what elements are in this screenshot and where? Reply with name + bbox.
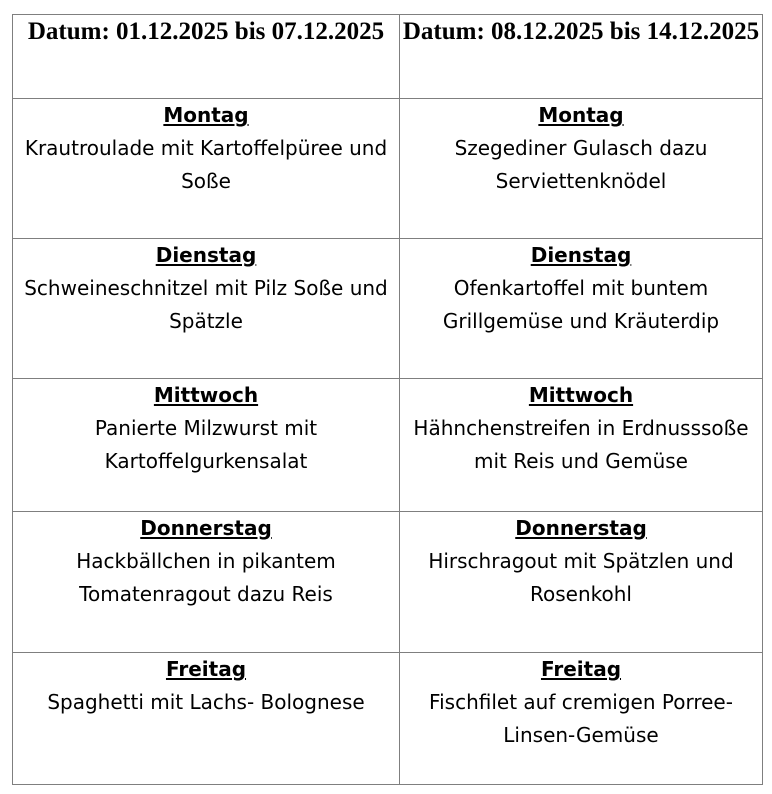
dish-text: Spaghetti mit Lachs- Bolognese: [47, 690, 365, 714]
day-label: Montag: [538, 103, 624, 127]
menu-cell-week2-thursday: [400, 512, 763, 653]
day-label: Dienstag: [155, 243, 257, 267]
header-row: [13, 15, 763, 99]
dish-text: Schweineschnitzel mit Pilz Soße und Spätzle: [24, 276, 388, 333]
day-label: Donnerstag: [140, 516, 272, 540]
day-label: Freitag: [540, 657, 622, 681]
menu-cell-week2-friday: [400, 653, 763, 785]
menu-table: [12, 14, 763, 785]
table-row: [13, 99, 763, 239]
menu-cell-week1-monday: [13, 99, 400, 239]
dish-text: Fischfilet auf cremigen Porree-Linsen-Gemüse: [429, 690, 733, 747]
table-row: [13, 239, 763, 379]
table-row: [13, 379, 763, 512]
day-label: Mittwoch: [528, 383, 634, 407]
menu-cell-week1-thursday: [13, 512, 400, 653]
day-label: Freitag: [165, 657, 247, 681]
menu-cell-week2-wednesday: [400, 379, 763, 512]
day-label: Dienstag: [530, 243, 632, 267]
dish-text: Ofenkartoffel mit buntem Grillgemüse und Kräuterdip: [442, 276, 720, 333]
table-row: [13, 512, 763, 653]
week2-date-header: Datum: 08.12.2025 bis 14.12.2025: [400, 15, 763, 99]
dish-text: Krautroulade mit Kartoffelpüree und Soße: [24, 136, 388, 193]
menu-cell-week1-wednesday: [13, 379, 400, 512]
dish-text: Hackbällchen in pikantem Tomatenragout dazu Reis: [76, 549, 336, 606]
menu-cell-week2-tuesday: [400, 239, 763, 379]
week1-date-header: Datum: 01.12.2025 bis 07.12.2025: [13, 15, 400, 99]
dish-text: Hirschragout mit Spätzlen und Rosenkohl: [428, 549, 734, 606]
table-row: [13, 653, 763, 785]
day-label: Donnerstag: [515, 516, 647, 540]
day-label: Montag: [163, 103, 249, 127]
day-label: Mittwoch: [153, 383, 259, 407]
menu-cell-week1-tuesday: [13, 239, 400, 379]
dish-text: Hähnchenstreifen in Erdnusssoße mit Reis und Gemüse: [413, 416, 749, 473]
menu-cell-week2-monday: [400, 99, 763, 239]
menu-cell-week1-friday: [13, 653, 400, 785]
dish-text: Panierte Milzwurst mit Kartoffelgurkensalat: [94, 416, 318, 473]
dish-text: Szegediner Gulasch dazu Serviettenknödel: [454, 136, 708, 193]
